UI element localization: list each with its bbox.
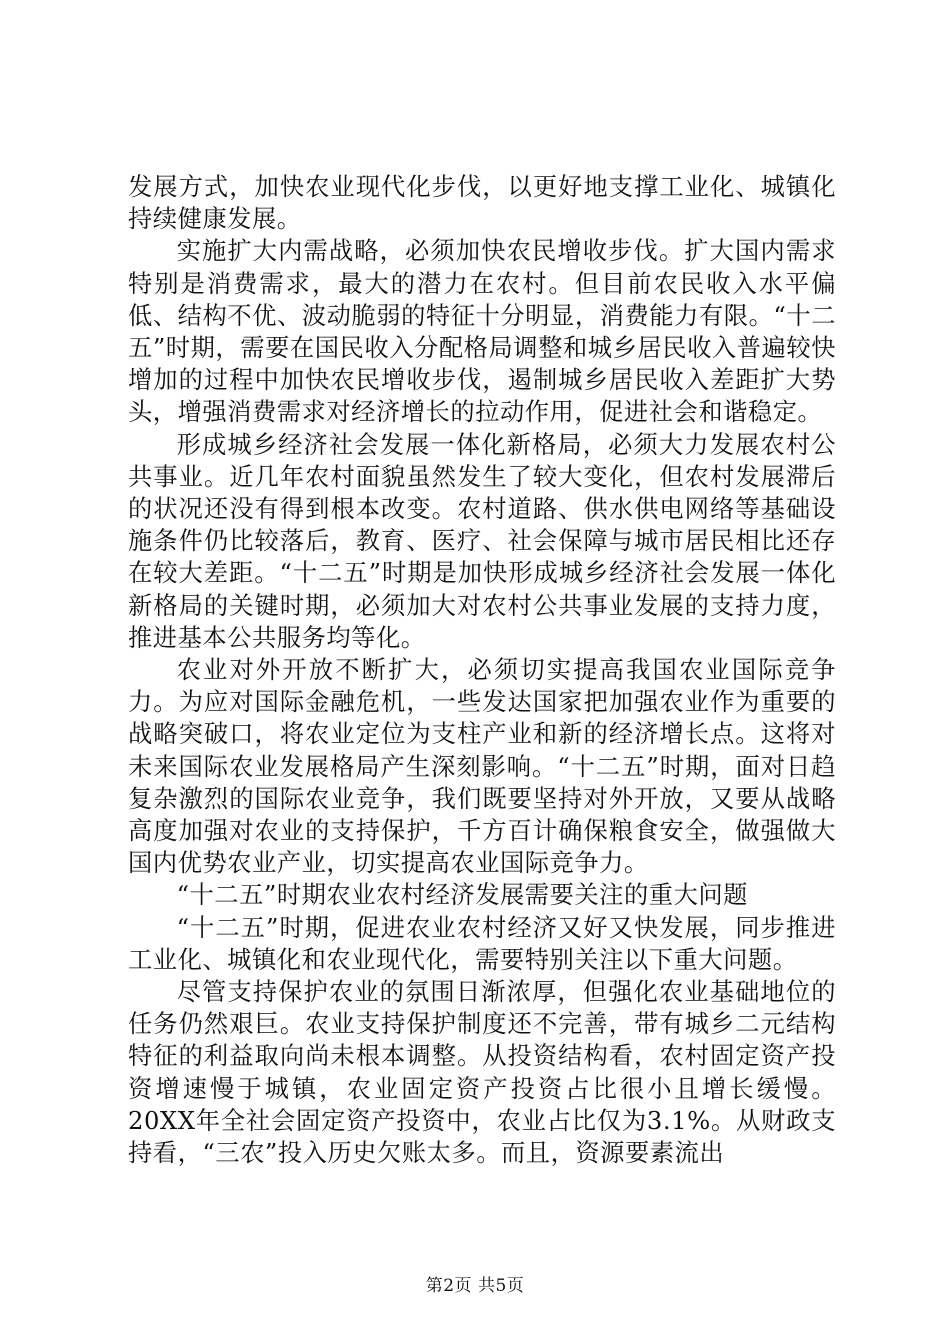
page-number-footer: 第2页 共5页 [425,1276,525,1296]
paragraph: 形成城乡经济社会发展一体化新格局，必须大力发展农村公共事业。近几年农村面貌虽然发生了较大变化，但农村发展滞后的状况还没有得到根本改变。农村道路、供水供电网络等基础设施条件仍比较落后，教育、医疗、社会保障与城市居民相比还存在较大差距。“十二五”时期是加快形成城乡经济社会发展一体化新格局的关键时期，必须加大对农村公共事业发展的支持力度，推进基本公共服务均等化。 [128,429,836,652]
section-heading: “十二五”时期农业农村经济发展需要关注的重大问题 [176,880,748,910]
document-body [128,171,836,1169]
paragraph: “十二五”时期，促进农业农村经济又好又快发展，同步推进工业化、城镇化和农业现代化，需要特别关注以下重大问题。 [128,912,836,974]
paragraph: 尽管支持保护农业的氛围日渐浓厚，但强化农业基础地位的任务仍然艰巨。农业支持保护制度还不完善，带有城乡二元结构特征的利益取向尚未根本调整。从投资结构看，农村固定资产投资增速慢于城镇，农业固定资产投资占比很小且增长缓慢。20XX年全社会固定资产投资中，农业占比仅为3.1%。从财政支持看，“三农”投入历史欠账太多。而且，资源要素流出 [128,977,836,1168]
paragraph: 实施扩大内需战略，必须加快农民增收步伐。扩大国内需求特别是消费需求，最大的潜力在农村。但目前农民收入水平偏低、结构不优、波动脆弱的特征十分明显，消费能力有限。“十二五”时期，需要在国民收入分配格局调整和城乡居民收入普遍较快增加的过程中加快农民增收步伐，遏制城乡居民收入差距扩大势头，增强消费需求对经济增长的拉动作用，促进社会和谐稳定。 [128,236,836,427]
paragraph-continued: 发展方式，加快农业现代化步伐，以更好地支撑工业化、城镇化持续健康发展。 [128,172,836,234]
paragraph: 农业对外开放不断扩大，必须切实提高我国农业国际竞争力。为应对国际金融危机，一些发达国家把加强农业作为重要的战略突破口，将农业定位为支柱产业和新的经济增长点。这将对未来国际农业发展格局产生深刻影响。“十二五”时期，面对日趋复杂激烈的国际农业竞争，我们既要坚持对外开放，又要从战略高度加强对农业的支持保护，千方百计确保粮食安全，做强做大国内优势农业产业，切实提高农业国际竞争力。 [128,655,836,878]
